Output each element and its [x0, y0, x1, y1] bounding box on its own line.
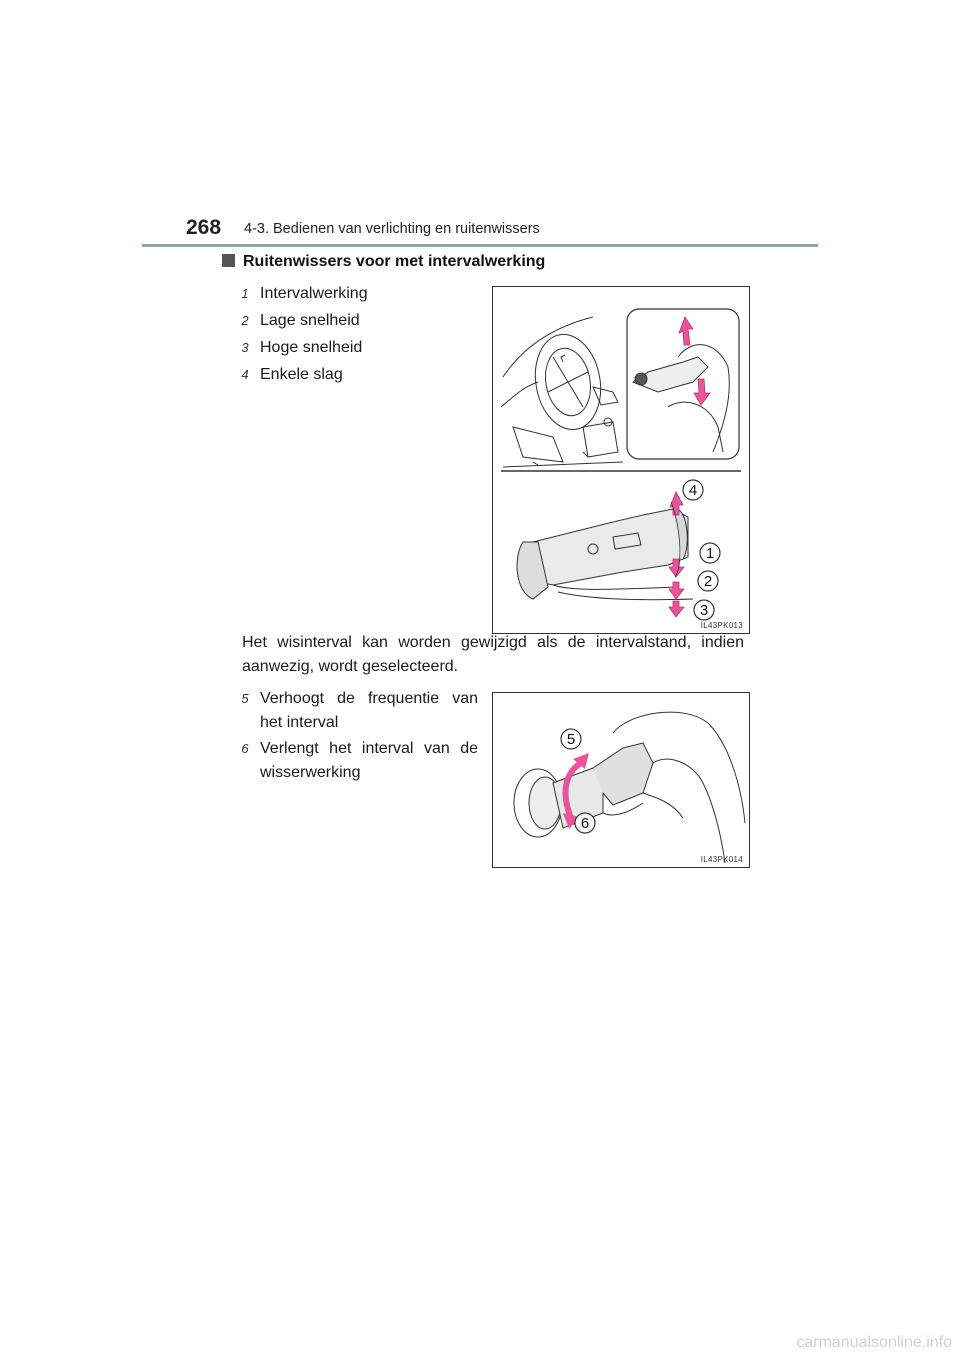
item-number: 6	[241, 741, 249, 756]
figure-label-5: 5	[566, 731, 576, 748]
figure-wiper-lever-modes	[492, 286, 750, 634]
figure-wiper-interval-ring	[492, 692, 750, 868]
item-text: Verlengt het interval van de wisserwerking	[260, 740, 478, 781]
figure-id: IL43PK014	[700, 855, 743, 864]
item-text: Verhoogt de frequentie van het interval	[260, 690, 478, 731]
heading	[222, 253, 545, 271]
heading-text: Ruitenwissers voor met intervalwerking	[243, 253, 546, 270]
figure-label-6: 6	[580, 815, 590, 832]
watermark[interactable]: carmanualsonline.info	[796, 1334, 952, 1351]
item-text: Enkele slag	[260, 366, 343, 383]
figure-label-1: 1	[705, 545, 715, 562]
item-text: Hoge snelheid	[260, 339, 363, 356]
wiper-lever-illustration	[493, 287, 749, 633]
page-number: 268	[186, 216, 222, 239]
item-number: 5	[241, 691, 249, 706]
item-number: 1	[241, 286, 249, 301]
item-number: 4	[241, 367, 249, 382]
section-title: 4-3. Bedienen van verlichting en ruitenwissers	[244, 221, 540, 237]
item-number: 3	[241, 340, 249, 355]
header-rule	[142, 244, 818, 247]
figure-label-4: 4	[688, 482, 698, 499]
item-number: 2	[241, 313, 249, 328]
figure-label-3: 3	[699, 602, 709, 619]
item-text: Intervalwerking	[260, 285, 368, 302]
interval-ring-illustration	[493, 693, 749, 867]
figure-id: IL43PK013	[700, 621, 743, 630]
square-bullet-icon	[222, 254, 235, 267]
item-text: Lage snelheid	[260, 312, 360, 329]
figure-label-2: 2	[703, 573, 713, 590]
paragraph: Het wisinterval kan worden gewijzigd als de intervalstand, indien aanwezig, wordt geselecteerd.	[242, 634, 744, 675]
